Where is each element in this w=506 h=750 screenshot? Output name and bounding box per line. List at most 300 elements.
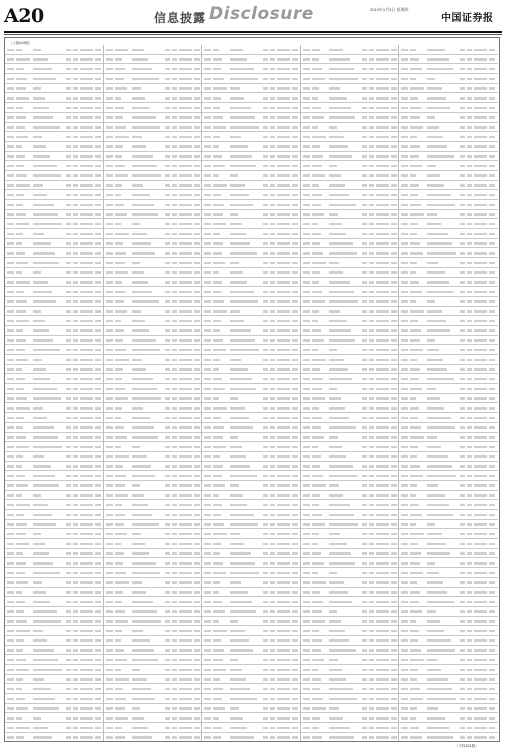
table-row	[5, 181, 103, 191]
table-cell	[329, 610, 337, 613]
table-cell	[401, 494, 408, 497]
table-row	[5, 403, 103, 413]
table-cell	[230, 300, 258, 303]
table-cell	[303, 213, 310, 216]
table-cell	[73, 223, 78, 226]
table-row	[104, 694, 202, 704]
table-cell	[204, 494, 211, 497]
table-cell	[115, 349, 126, 352]
table-cell	[329, 378, 352, 381]
table-cell	[80, 639, 93, 642]
table-cell	[172, 717, 177, 720]
table-cell	[80, 300, 93, 303]
table-cell	[467, 426, 472, 429]
table-cell	[172, 678, 177, 681]
table-cell	[410, 736, 422, 739]
table-cell	[213, 484, 225, 487]
table-cell	[165, 378, 170, 381]
table-cell	[106, 630, 113, 633]
table-cell	[270, 465, 275, 468]
table-cell	[292, 727, 298, 730]
table-cell	[467, 514, 472, 517]
table-cell	[80, 455, 93, 458]
table-cell	[410, 213, 424, 216]
table-cell	[460, 78, 465, 81]
table-cell	[7, 126, 14, 129]
table-cell	[292, 291, 298, 294]
table-cell	[303, 388, 310, 391]
table-cell	[7, 698, 14, 701]
table-cell	[270, 426, 275, 429]
table-row	[301, 103, 399, 113]
table-cell	[329, 242, 353, 245]
table-row	[399, 491, 498, 501]
table-cell	[489, 136, 495, 139]
table-row	[104, 210, 202, 220]
table-cell	[80, 233, 93, 236]
table-cell	[277, 736, 290, 739]
table-cell	[391, 465, 397, 468]
table-cell	[467, 204, 472, 207]
table-cell	[95, 271, 101, 274]
table-cell	[7, 417, 14, 420]
table-cell	[66, 455, 71, 458]
table-cell	[73, 213, 78, 216]
table-cell	[80, 136, 93, 139]
table-cell	[7, 446, 14, 449]
table-cell	[474, 87, 487, 90]
table-cell	[329, 736, 354, 739]
table-cell	[172, 49, 177, 52]
table-cell	[410, 591, 420, 594]
table-cell	[329, 349, 337, 352]
table-cell	[230, 213, 238, 216]
table-cell	[95, 717, 101, 720]
table-cell	[172, 136, 177, 139]
table-cell	[132, 78, 159, 81]
table-row	[399, 713, 498, 723]
table-cell	[16, 678, 23, 681]
table-cell	[73, 407, 78, 410]
table-cell	[277, 165, 290, 168]
table-cell	[165, 397, 170, 400]
table-cell	[115, 78, 124, 81]
table-cell	[7, 252, 14, 255]
table-cell	[179, 436, 192, 439]
table-cell	[312, 494, 320, 497]
table-cell	[132, 426, 154, 429]
table-cell	[369, 630, 374, 633]
table-cell	[165, 213, 170, 216]
table-cell	[277, 484, 290, 487]
table-cell	[33, 523, 56, 526]
table-cell	[80, 213, 93, 216]
table-cell	[329, 116, 355, 119]
table-row	[301, 578, 399, 588]
table-cell	[80, 688, 93, 691]
table-cell	[132, 213, 158, 216]
table-cell	[329, 397, 341, 400]
table-row	[202, 617, 300, 627]
table-cell	[115, 717, 128, 720]
table-cell	[165, 465, 170, 468]
table-cell	[391, 87, 397, 90]
table-cell	[106, 688, 113, 691]
table-cell	[132, 436, 158, 439]
table-cell	[292, 320, 298, 323]
table-row	[301, 258, 399, 268]
table-cell	[427, 649, 455, 652]
table-cell	[391, 194, 397, 197]
table-cell	[427, 494, 445, 497]
table-row	[202, 442, 300, 452]
table-cell	[263, 707, 268, 710]
table-cell	[427, 504, 449, 507]
table-cell	[73, 678, 78, 681]
table-cell	[106, 649, 113, 652]
table-cell	[230, 223, 242, 226]
table-cell	[401, 116, 408, 119]
table-cell	[194, 262, 200, 265]
table-cell	[115, 136, 129, 139]
table-cell	[362, 688, 367, 691]
table-cell	[66, 300, 71, 303]
table-cell	[95, 184, 101, 187]
table-cell	[7, 174, 14, 177]
table-cell	[489, 97, 495, 100]
table-cell	[230, 446, 242, 449]
table-cell	[474, 426, 487, 429]
table-cell	[95, 504, 101, 507]
table-cell	[270, 349, 275, 352]
table-cell	[410, 320, 418, 323]
table-cell	[213, 717, 219, 720]
table-cell	[204, 436, 211, 439]
table-cell	[80, 58, 93, 61]
table-cell	[460, 630, 465, 633]
table-cell	[312, 552, 321, 555]
table-cell	[460, 97, 465, 100]
table-cell	[376, 339, 389, 342]
table-cell	[132, 233, 147, 236]
table-cell	[270, 707, 275, 710]
table-cell	[263, 320, 268, 323]
table-cell	[467, 407, 472, 410]
table-row	[301, 607, 399, 617]
table-cell	[427, 736, 453, 739]
table-row	[104, 336, 202, 346]
table-cell	[474, 436, 487, 439]
table-cell	[270, 736, 275, 739]
table-cell	[106, 455, 113, 458]
table-cell	[460, 465, 465, 468]
table-cell	[312, 262, 326, 265]
table-cell	[73, 601, 78, 604]
table-cell	[369, 87, 374, 90]
table-cell	[165, 475, 170, 478]
table-column	[5, 45, 104, 741]
table-cell	[401, 678, 408, 681]
table-cell	[401, 107, 408, 110]
table-cell	[391, 426, 397, 429]
table-cell	[33, 184, 43, 187]
table-cell	[73, 552, 78, 555]
table-cell	[165, 126, 170, 129]
table-cell	[115, 252, 126, 255]
table-cell	[33, 446, 62, 449]
table-cell	[115, 155, 122, 158]
table-cell	[369, 97, 374, 100]
table-cell	[115, 475, 126, 478]
table-cell	[467, 165, 472, 168]
table-cell	[80, 484, 93, 487]
table-cell	[132, 174, 161, 177]
table-cell	[467, 359, 472, 362]
table-cell	[73, 494, 78, 497]
table-cell	[391, 620, 397, 623]
table-cell	[270, 271, 275, 274]
table-cell	[489, 475, 495, 478]
table-cell	[270, 698, 275, 701]
table-cell	[179, 581, 192, 584]
table-cell	[312, 155, 323, 158]
table-cell	[172, 417, 177, 420]
table-cell	[303, 349, 310, 352]
table-row	[104, 733, 202, 741]
table-cell	[376, 552, 389, 555]
table-cell	[132, 484, 140, 487]
table-cell	[362, 291, 367, 294]
table-cell	[401, 455, 408, 458]
table-cell	[312, 213, 324, 216]
table-cell	[369, 329, 374, 332]
table-cell	[16, 727, 30, 730]
table-row	[399, 423, 498, 433]
table-cell	[303, 543, 310, 546]
table-cell	[115, 572, 126, 575]
table-cell	[66, 514, 71, 517]
table-cell	[369, 572, 374, 575]
table-cell	[312, 698, 323, 701]
table-row	[301, 374, 399, 384]
table-row	[5, 152, 103, 162]
table-cell	[376, 698, 389, 701]
table-row	[104, 268, 202, 278]
table-cell	[369, 262, 374, 265]
table-cell	[95, 368, 101, 371]
table-row	[5, 665, 103, 675]
table-cell	[489, 533, 495, 536]
table-cell	[460, 223, 465, 226]
table-cell	[80, 107, 93, 110]
table-cell	[460, 494, 465, 497]
table-row	[202, 704, 300, 714]
table-cell	[474, 552, 487, 555]
table-cell	[410, 717, 416, 720]
table-cell	[179, 552, 192, 555]
table-cell	[165, 194, 170, 197]
table-cell	[213, 523, 224, 526]
table-cell	[489, 223, 495, 226]
table-cell	[391, 281, 397, 284]
table-cell	[172, 184, 177, 187]
table-cell	[16, 417, 24, 420]
table-cell	[263, 669, 268, 672]
table-cell	[369, 145, 374, 148]
table-row	[301, 268, 399, 278]
table-cell	[33, 475, 55, 478]
table-cell	[489, 417, 495, 420]
table-cell	[312, 707, 326, 710]
table-cell	[427, 165, 436, 168]
table-cell	[401, 78, 408, 81]
table-cell	[489, 87, 495, 90]
table-cell	[467, 300, 472, 303]
table-cell	[410, 552, 421, 555]
table-cell	[7, 533, 14, 536]
table-cell	[172, 213, 177, 216]
table-cell	[16, 242, 22, 245]
table-cell	[391, 543, 397, 546]
table-cell	[95, 707, 101, 710]
table-row	[5, 433, 103, 443]
table-cell	[165, 116, 170, 119]
table-cell	[467, 252, 472, 255]
table-cell	[292, 736, 298, 739]
table-cell	[376, 455, 389, 458]
table-cell	[179, 388, 192, 391]
table-cell	[172, 87, 177, 90]
table-cell	[369, 126, 374, 129]
table-cell	[132, 407, 143, 410]
table-cell	[73, 368, 78, 371]
table-cell	[329, 523, 358, 526]
table-row	[5, 365, 103, 375]
table-row	[301, 433, 399, 443]
table-cell	[401, 68, 408, 71]
table-cell	[312, 581, 326, 584]
table-cell	[230, 281, 247, 284]
table-cell	[204, 620, 211, 623]
table-cell	[106, 49, 113, 52]
table-cell	[460, 184, 465, 187]
table-row	[104, 64, 202, 74]
table-cell	[401, 736, 408, 739]
table-row	[202, 123, 300, 133]
table-row	[104, 655, 202, 665]
table-row	[399, 307, 498, 317]
table-cell	[263, 504, 268, 507]
table-cell	[33, 388, 57, 391]
table-cell	[115, 446, 121, 449]
table-cell	[165, 368, 170, 371]
table-cell	[213, 407, 227, 410]
table-cell	[376, 320, 389, 323]
table-cell	[179, 174, 192, 177]
table-cell	[270, 572, 275, 575]
table-cell	[172, 601, 177, 604]
table-cell	[132, 581, 142, 584]
table-cell	[204, 649, 211, 652]
table-cell	[106, 78, 113, 81]
table-cell	[165, 107, 170, 110]
table-cell	[362, 107, 367, 110]
table-row	[5, 248, 103, 258]
table-cell	[204, 610, 211, 613]
table-cell	[80, 252, 93, 255]
table-cell	[277, 523, 290, 526]
table-cell	[172, 174, 177, 177]
table-cell	[427, 581, 443, 584]
table-cell	[474, 145, 487, 148]
table-cell	[277, 417, 290, 420]
table-cell	[474, 727, 487, 730]
table-cell	[277, 688, 290, 691]
table-cell	[362, 145, 367, 148]
table-cell	[474, 388, 487, 391]
table-cell	[369, 591, 374, 594]
table-cell	[312, 736, 322, 739]
table-cell	[204, 678, 211, 681]
table-row	[399, 152, 498, 162]
table-cell	[172, 494, 177, 497]
table-cell	[369, 436, 374, 439]
table-cell	[489, 446, 495, 449]
table-cell	[427, 523, 435, 526]
table-cell	[213, 698, 222, 701]
table-cell	[292, 165, 298, 168]
table-cell	[474, 630, 487, 633]
table-cell	[80, 291, 93, 294]
table-cell	[66, 649, 71, 652]
table-cell	[165, 329, 170, 332]
table-row	[399, 452, 498, 462]
table-cell	[292, 300, 298, 303]
table-cell	[270, 165, 275, 168]
table-cell	[80, 620, 93, 623]
table-cell	[474, 174, 487, 177]
table-cell	[489, 639, 495, 642]
table-row	[202, 529, 300, 539]
table-cell	[410, 49, 416, 52]
table-cell	[179, 562, 192, 565]
table-cell	[213, 707, 225, 710]
table-cell	[33, 552, 49, 555]
table-cell	[115, 581, 129, 584]
table-row	[202, 200, 300, 210]
table-cell	[95, 688, 101, 691]
table-cell	[16, 78, 27, 81]
table-cell	[204, 68, 211, 71]
table-cell	[204, 484, 211, 487]
table-row	[301, 365, 399, 375]
table-cell	[80, 678, 93, 681]
table-cell	[66, 736, 71, 739]
table-cell	[194, 107, 200, 110]
table-cell	[132, 669, 140, 672]
table-row	[202, 171, 300, 181]
table-cell	[16, 126, 25, 129]
table-cell	[73, 252, 78, 255]
table-row	[202, 307, 300, 317]
table-cell	[7, 271, 14, 274]
table-cell	[467, 136, 472, 139]
table-cell	[460, 213, 465, 216]
table-cell	[401, 562, 408, 565]
table-cell	[132, 242, 151, 245]
table-cell	[33, 455, 44, 458]
table-cell	[7, 649, 14, 652]
